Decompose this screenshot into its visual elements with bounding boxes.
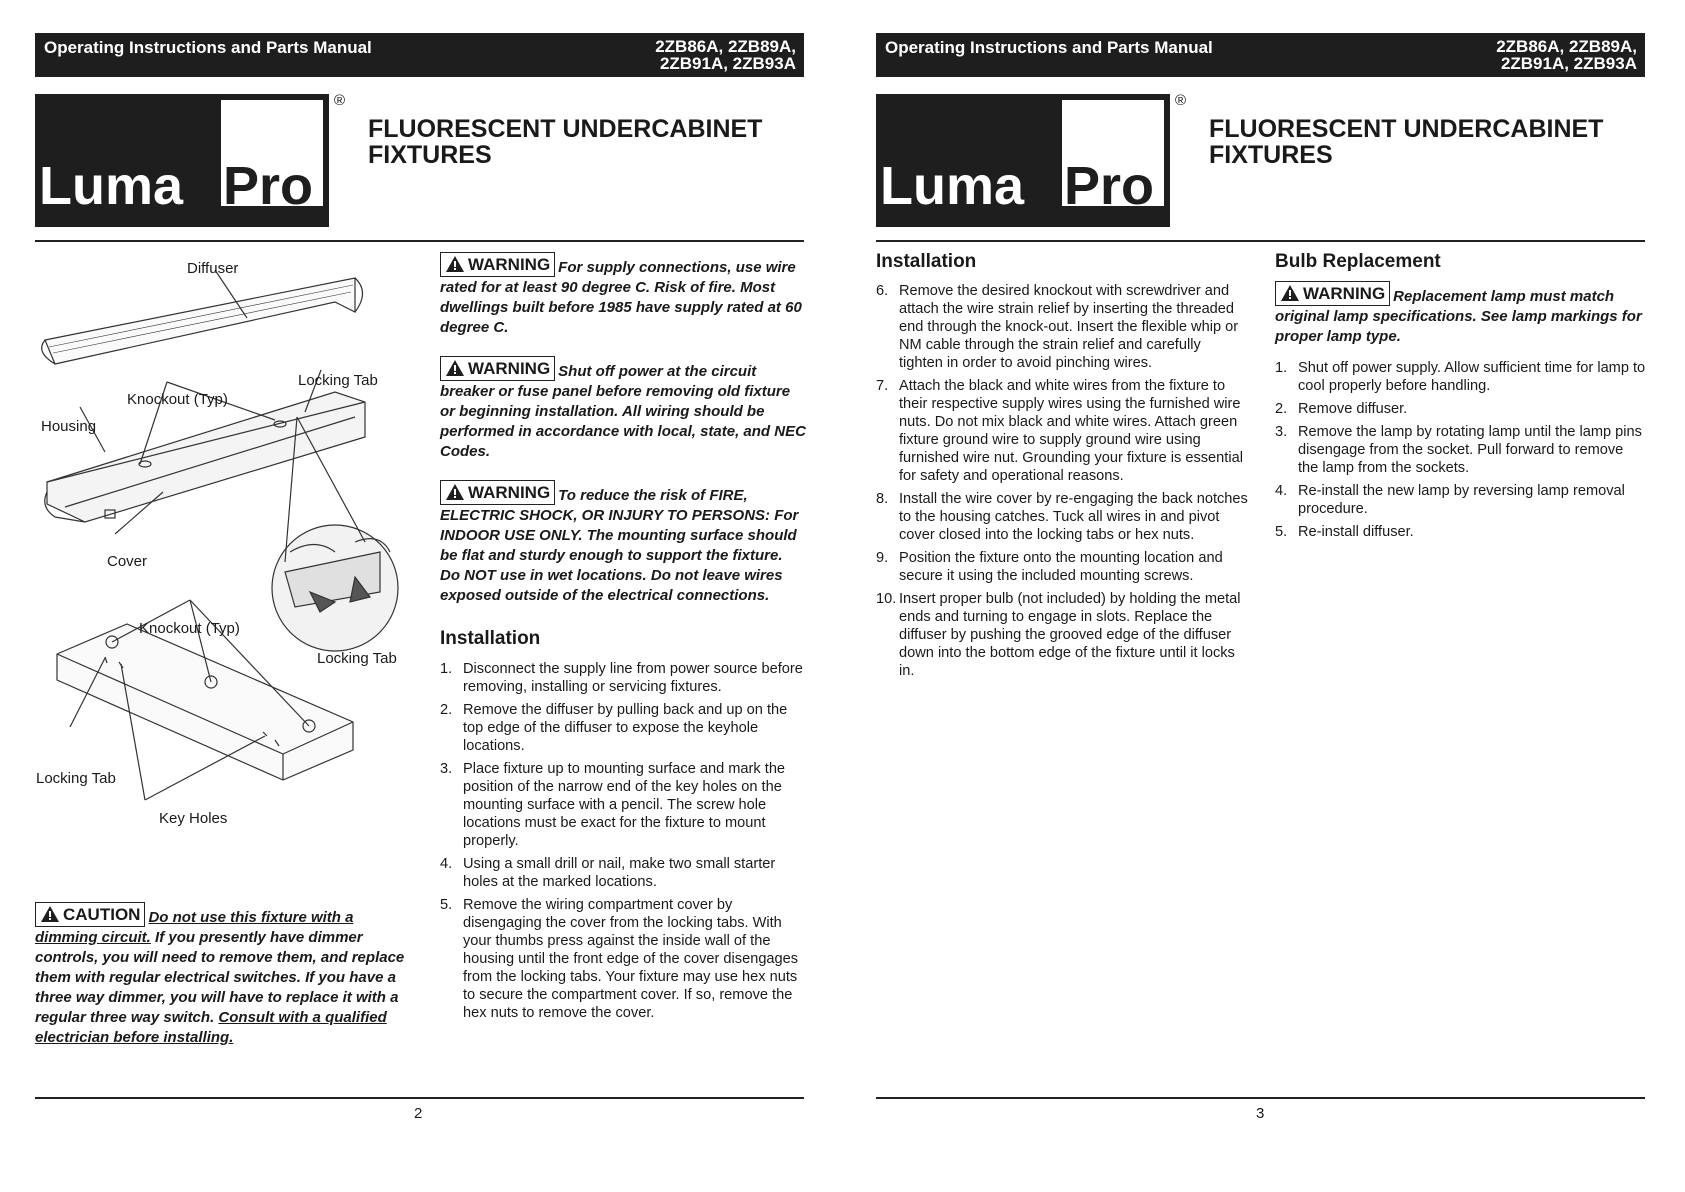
header-models	[655, 38, 796, 72]
bulb-warning-block	[1275, 281, 1647, 347]
step-text: Position the fixture onto the mounting location and secure it using the included mounting screws.	[899, 550, 1223, 584]
warning-badge-label: WARNING	[468, 359, 551, 378]
logo-text-luma: Luma	[880, 156, 1025, 216]
header-models	[1496, 38, 1637, 72]
registered-mark: ®	[1175, 92, 1187, 109]
label-cover: Cover	[107, 553, 148, 570]
step-number: 3.	[1275, 424, 1288, 440]
step-text: Remove the desired knockout with screwdriver and attach the wire strain relief by inserting the threaded end through the knock-out. Insert the flexible whip or NM cable through the strain relief and carefully tighten in order to avoid pinching wires.	[899, 283, 1239, 371]
installation-steps	[876, 282, 1248, 680]
list-item	[440, 660, 806, 696]
caution-underlined-3: Consult with a qualified electrician before installing.	[35, 1009, 387, 1046]
logo-text-pro: Pro	[1064, 156, 1155, 216]
step-number: 2.	[440, 702, 453, 718]
step-text: Re-install the new lamp by reversing lamp removal procedure.	[1298, 483, 1625, 517]
warning-badge-label: WARNING	[1303, 284, 1386, 303]
step-number: 8.	[876, 491, 889, 507]
manual-page-2	[0, 0, 842, 1192]
label-locking-tab-top: Locking Tab	[298, 372, 378, 389]
label-diffuser: Diffuser	[187, 260, 239, 277]
caution-badge-label: CAUTION	[63, 905, 141, 924]
bottom-divider	[876, 1097, 1645, 1099]
step-text: Using a small drill or nail, make two small starter holes at the marked locations.	[463, 856, 776, 890]
step-number: 1.	[1275, 360, 1288, 376]
installation-heading: Installation	[440, 628, 541, 649]
step-text: Remove the diffuser by pulling back and up on the top edge of the diffuser to expose the keyhole locations.	[463, 702, 788, 754]
step-text: Remove diffuser.	[1298, 401, 1408, 417]
warning-badge	[440, 480, 555, 505]
installation-column	[876, 251, 1248, 685]
caution-block	[35, 902, 405, 1048]
title-line-2: FIXTURES	[1209, 141, 1333, 169]
document-title	[1209, 116, 1669, 168]
caution-badge	[35, 902, 145, 927]
fixture-diagram	[35, 252, 405, 842]
warning-block-3	[440, 480, 806, 606]
list-item	[876, 377, 1248, 485]
list-item	[1275, 423, 1647, 477]
models-line-2: 2ZB91A, 2ZB93A	[1500, 54, 1637, 73]
list-item	[440, 896, 806, 1022]
step-text: Place fixture up to mounting surface and mark the position of the narrow end of the key holes on the mounting surface with a pencil. The screw hole locations must be exact for the fixture to mount properly.	[463, 761, 786, 849]
step-number: 4.	[440, 856, 453, 872]
label-knockout-bottom: Knockout (Typ)	[139, 620, 240, 637]
caution-text: If you presently have dimmer controls, you will need to remove them, and replace them with regular electrical switches. If you have a three way dimmer, you will have to replace it with a regular three way switch.	[35, 929, 405, 1026]
warning-badge	[440, 356, 555, 381]
list-item	[440, 855, 806, 891]
list-item	[1275, 359, 1647, 395]
registered-mark: ®	[334, 92, 346, 109]
warning-badge-label: WARNING	[468, 255, 551, 274]
step-text: Install the wire cover by re-engaging the back notches to the housing catches. Tuck all wires in and pivot cover closed into the locking tabs or hex nuts.	[899, 491, 1248, 543]
bulb-replacement-heading: Bulb Replacement	[1275, 251, 1441, 272]
installation-heading: Installation	[876, 251, 977, 272]
caution-underlined-1: Do not use this fixture with a	[148, 909, 354, 926]
label-key-holes: Key Holes	[159, 810, 228, 827]
step-text: Re-install diffuser.	[1298, 524, 1414, 540]
step-number: 7.	[876, 378, 889, 394]
list-item	[440, 701, 806, 755]
lumapro-logo	[876, 94, 1170, 227]
warning-badge	[440, 252, 555, 277]
caution-underlined-2: dimming circuit.	[35, 929, 151, 946]
warning-triangle-icon	[40, 905, 60, 923]
warning-triangle-icon	[445, 255, 465, 273]
warning-block-2	[440, 356, 806, 462]
warning-badge	[1275, 281, 1390, 306]
step-number: 10.	[876, 591, 897, 607]
warning-triangle-icon	[445, 483, 465, 501]
logo-text-luma: Luma	[39, 156, 184, 216]
bulb-replacement-column	[1275, 251, 1647, 546]
step-text: Shut off power supply. Allow sufficient time for lamp to cool properly before handling.	[1298, 360, 1646, 394]
label-locking-tab-bottom: Locking Tab	[36, 770, 116, 787]
step-number: 1.	[440, 661, 453, 677]
models-line-2: 2ZB91A, 2ZB93A	[659, 54, 796, 73]
list-item	[876, 549, 1248, 585]
list-item	[1275, 523, 1647, 541]
step-text: Remove the lamp by rotating lamp until the lamp pins disengage from the socket. Pull forward to remove the lamp from the sockets.	[1298, 424, 1642, 476]
warning-block-1	[440, 252, 806, 338]
list-item	[1275, 482, 1647, 518]
list-item	[876, 590, 1248, 680]
lumapro-logo	[35, 94, 329, 227]
top-divider	[876, 240, 1645, 242]
warning-triangle-icon	[1280, 284, 1300, 302]
step-number: 6.	[876, 283, 889, 299]
models-line-1: 2ZB86A, 2ZB89A,	[1496, 37, 1637, 56]
title-line-1: FLUORESCENT UNDERCABINET	[1209, 115, 1604, 143]
warning-text: To reduce the risk of FIRE, ELECTRIC SHOCK, OR INJURY TO PERSONS: For INDOOR USE ONLY. The mounting surface should be flat and sturdy enough to support the fixture. Do NOT use in wet locations. Do not leave wires exposed outside of the electrical connections.	[440, 487, 799, 604]
step-text: Insert proper bulb (not included) by holding the metal ends and turning to engage in slots. Replace the diffuser by pushing the grooved edge of the diffuser down into the bottom edge of the fixture until it locks in.	[899, 591, 1241, 679]
step-number: 3.	[440, 761, 453, 777]
label-housing: Housing	[41, 418, 97, 435]
step-number: 4.	[1275, 483, 1288, 499]
header-bar	[876, 33, 1645, 77]
document-title	[368, 116, 828, 168]
title-line-1: FLUORESCENT UNDERCABINET	[368, 115, 763, 143]
title-line-2: FIXTURES	[368, 141, 492, 169]
warnings-column	[440, 252, 806, 1027]
step-number: 5.	[1275, 524, 1288, 540]
models-line-1: 2ZB86A, 2ZB89A,	[655, 37, 796, 56]
warning-text: Replacement lamp must match original lamp specifications. See lamp markings for proper lamp type.	[1275, 288, 1642, 345]
installation-steps	[440, 660, 806, 1022]
label-knockout-top: Knockout (Typ)	[127, 391, 228, 408]
page-number: 3	[1256, 1105, 1265, 1122]
top-divider	[35, 240, 804, 242]
step-number: 2.	[1275, 401, 1288, 417]
header-bar	[35, 33, 804, 77]
step-text: Disconnect the supply line from power source before removing, installing or servicing fixtures.	[463, 661, 803, 695]
step-text: Attach the black and white wires from the fixture to their respective supply wires using the furnished wire nuts. Do not mix black and white wires. Attach green fixture ground wire to supply ground wire using furnished wire nut. Grounding your fixture is essential for safety and operational reasons.	[899, 378, 1243, 484]
logo-text-pro: Pro	[223, 156, 314, 216]
bulb-steps	[1275, 359, 1647, 541]
list-item	[1275, 400, 1647, 418]
bottom-divider	[35, 1097, 804, 1099]
warning-badge-label: WARNING	[468, 483, 551, 502]
label-locking-tab-mid: Locking Tab	[317, 650, 397, 667]
list-item	[876, 490, 1248, 544]
header-title: Operating Instructions and Parts Manual	[885, 38, 1213, 57]
step-number: 9.	[876, 550, 889, 566]
warning-text: Shut off power at the circuit breaker or fuse panel before removing old fixture or beginning installation. All wiring should be performed in accordance with local, state, and NEC Codes.	[440, 363, 806, 460]
step-number: 5.	[440, 897, 453, 913]
warning-triangle-icon	[445, 359, 465, 377]
header-title: Operating Instructions and Parts Manual	[44, 38, 372, 57]
manual-page-3	[843, 0, 1685, 1192]
warning-text: For supply connections, use wire rated for at least 90 degree C. Risk of fire. Most dwellings built before 1985 have supply rated at 60 degree C.	[440, 259, 802, 336]
list-item	[440, 760, 806, 850]
page-number: 2	[414, 1105, 423, 1122]
step-text: Remove the wiring compartment cover by disengaging the cover from the locking tabs. With your thumbs press against the inside wall of the housing until the front edge of the cover disengages from the locking tabs. Your fixture may use hex nuts to secure the compartment cover. If so, remove the hex nuts to remove the cover.	[463, 897, 799, 1021]
list-item	[876, 282, 1248, 372]
